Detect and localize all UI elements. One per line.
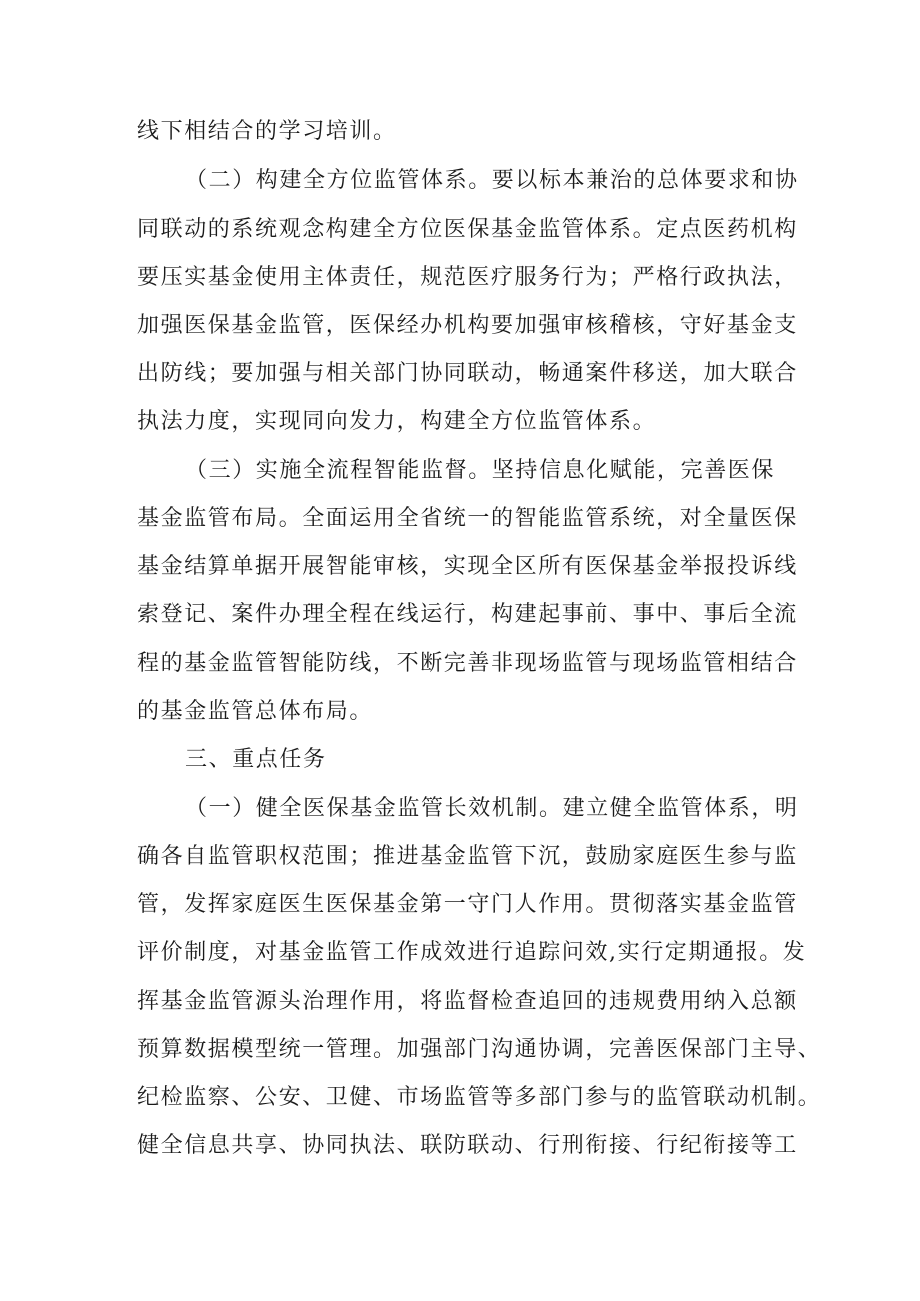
text-line: 执法力度，实现同向发力，构建全方位监管体系。 [137,409,657,434]
text-line: 的基金监管总体布局。 [137,699,374,724]
text-line: 出防线；要加强与相关部门协同联动，畅通案件移送，加大联合 [137,361,798,386]
text-line: 健全信息共享、协同执法、联防联动、行刑衔接、行纪衔接等工 [137,1133,798,1158]
text-line: 评价制度，对基金监管工作成效进行追踪问效,实行定期通报。发 [137,940,807,965]
text-line: 确各自监管职权范围；推进基金监管下沉，鼓励家庭医生参与监 [137,844,798,869]
text-line: 程的基金监管智能防线，不断完善非现场监管与现场监管相结合 [137,651,798,676]
paragraph-heading-3: （三）实施全流程智能监督。坚持信息化赋能，完善医保 [185,458,776,483]
text-line: 挥基金监管源头治理作用，将监督检查追回的违规费用纳入总额 [137,989,798,1014]
text-line: 管，发挥家庭医生医保基金第一守门人作用。贯彻落实基金监管 [137,892,798,917]
text-line: 加强医保基金监管，医保经办机构要加强审核稽核，守好基金支 [137,313,798,338]
paragraph-heading-1: （一）健全医保基金监管长效机制。建立健全监管体系，明 [185,796,799,821]
text-line: 索登记、案件办理全程在线运行，构建起事前、事中、事后全流 [137,602,798,627]
text-line: 同联动的系统观念构建全方位医保基金监管体系。定点医药机构 [137,217,798,242]
section-heading: 三、重点任务 [185,747,327,772]
paragraph-heading-2: （二）构建全方位监管体系。要以标本兼治的总体要求和协 [185,168,799,193]
text-line: 纪检监察、公安、卫健、市场监管等多部门参与的监管联动机制。 [137,1085,822,1110]
text-line: 基金结算单据开展智能审核，实现全区所有医保基金举报投诉线 [137,554,798,579]
text-line: 线下相结合的学习培训。 [137,119,397,144]
text-line: 要压实基金使用主体责任，规范医疗服务行为；严格行政执法， [137,265,798,290]
text-line: 预算数据模型统一管理。加强部门沟通协调，完善医保部门主导、 [137,1037,822,1062]
text-line: 基金监管布局。全面运用全省统一的智能监管系统，对全量医保 [137,506,798,531]
